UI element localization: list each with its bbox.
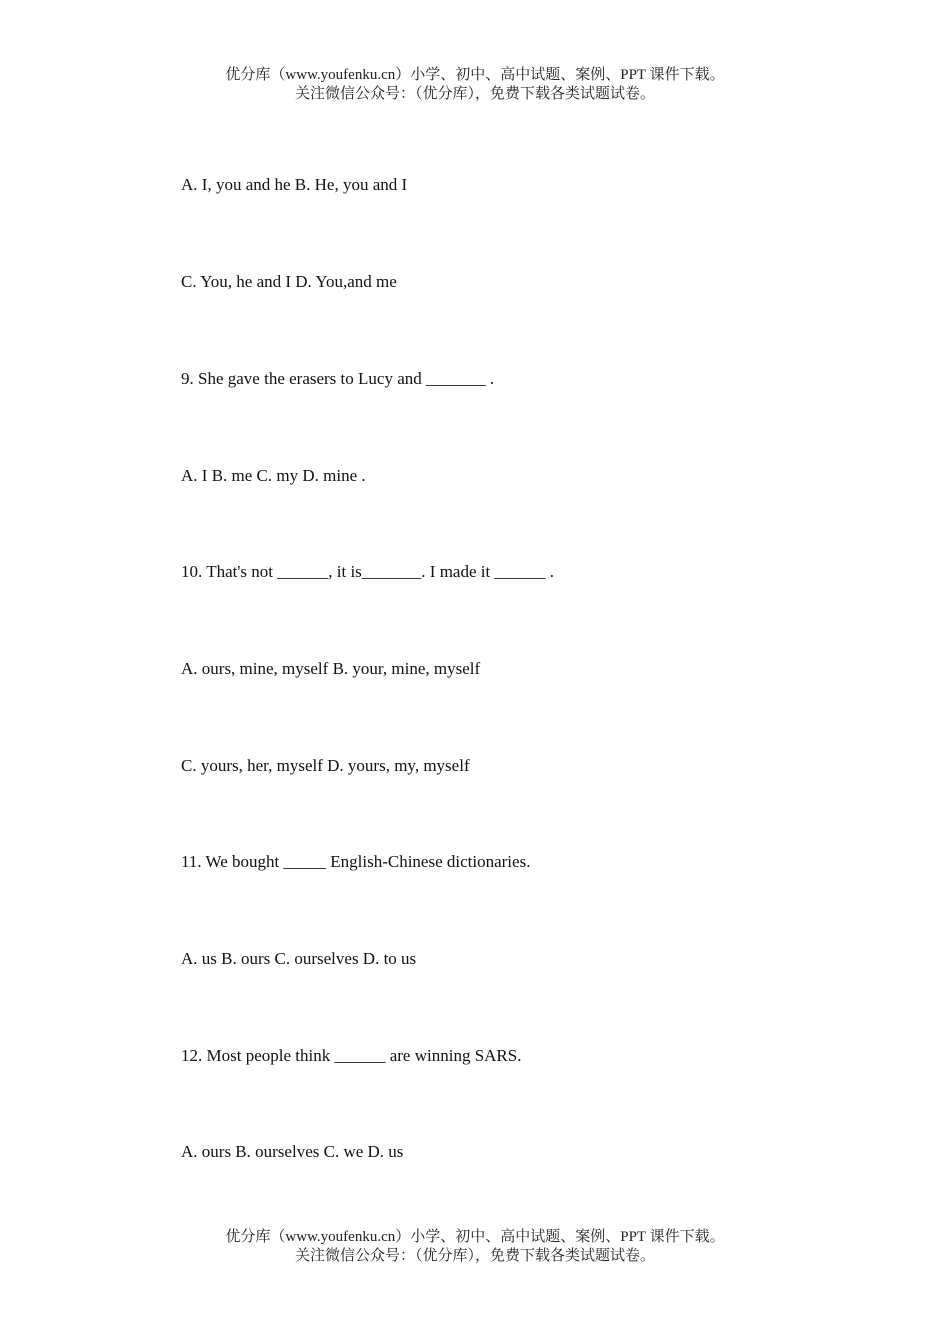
header-line-2: 关注微信公众号：（优分库），免费下载各类试题试卷。 [294,86,655,102]
option-line-q10-ab: A. ours, mine, myself B. your, mine, myself [181,659,481,678]
footer-line-2: 关注微信公众号：（优分库），免费下载各类试题试卷。 [294,1248,655,1264]
option-line-q9: A. I B. me C. my D. mine . [181,466,366,485]
header-line-1: 优分库（www.youfenku.cn）小学、初中、高中试题、案例、PPT 课件下载。 [225,67,725,83]
option-line-q8-ab: A. I, you and he B. He, you and I [181,175,408,194]
option-line-q8-cd: C. You, he and I D. You,and me [181,272,397,291]
footer-line-1: 优分库（www.youfenku.cn）小学、初中、高中试题、案例、PPT 课件下载。 [225,1229,725,1245]
question-9: 9. She gave the erasers to Lucy and _______ . [181,369,494,388]
page-footer [0,1228,950,1266]
page-header [0,66,950,104]
question-11: 11. We bought _____ English-Chinese dictionaries. [181,852,531,871]
option-line-q12: A. ours B. ourselves C. we D. us [181,1142,404,1161]
option-line-q11: A. us B. ours C. ourselves D. to us [181,949,417,968]
question-10: 10. That's not ______, it is_______. I made it ______ . [181,562,554,581]
question-12: 12. Most people think ______ are winning SARS. [181,1046,522,1065]
option-line-q10-cd: C. yours, her, myself D. yours, my, myself [181,756,470,775]
